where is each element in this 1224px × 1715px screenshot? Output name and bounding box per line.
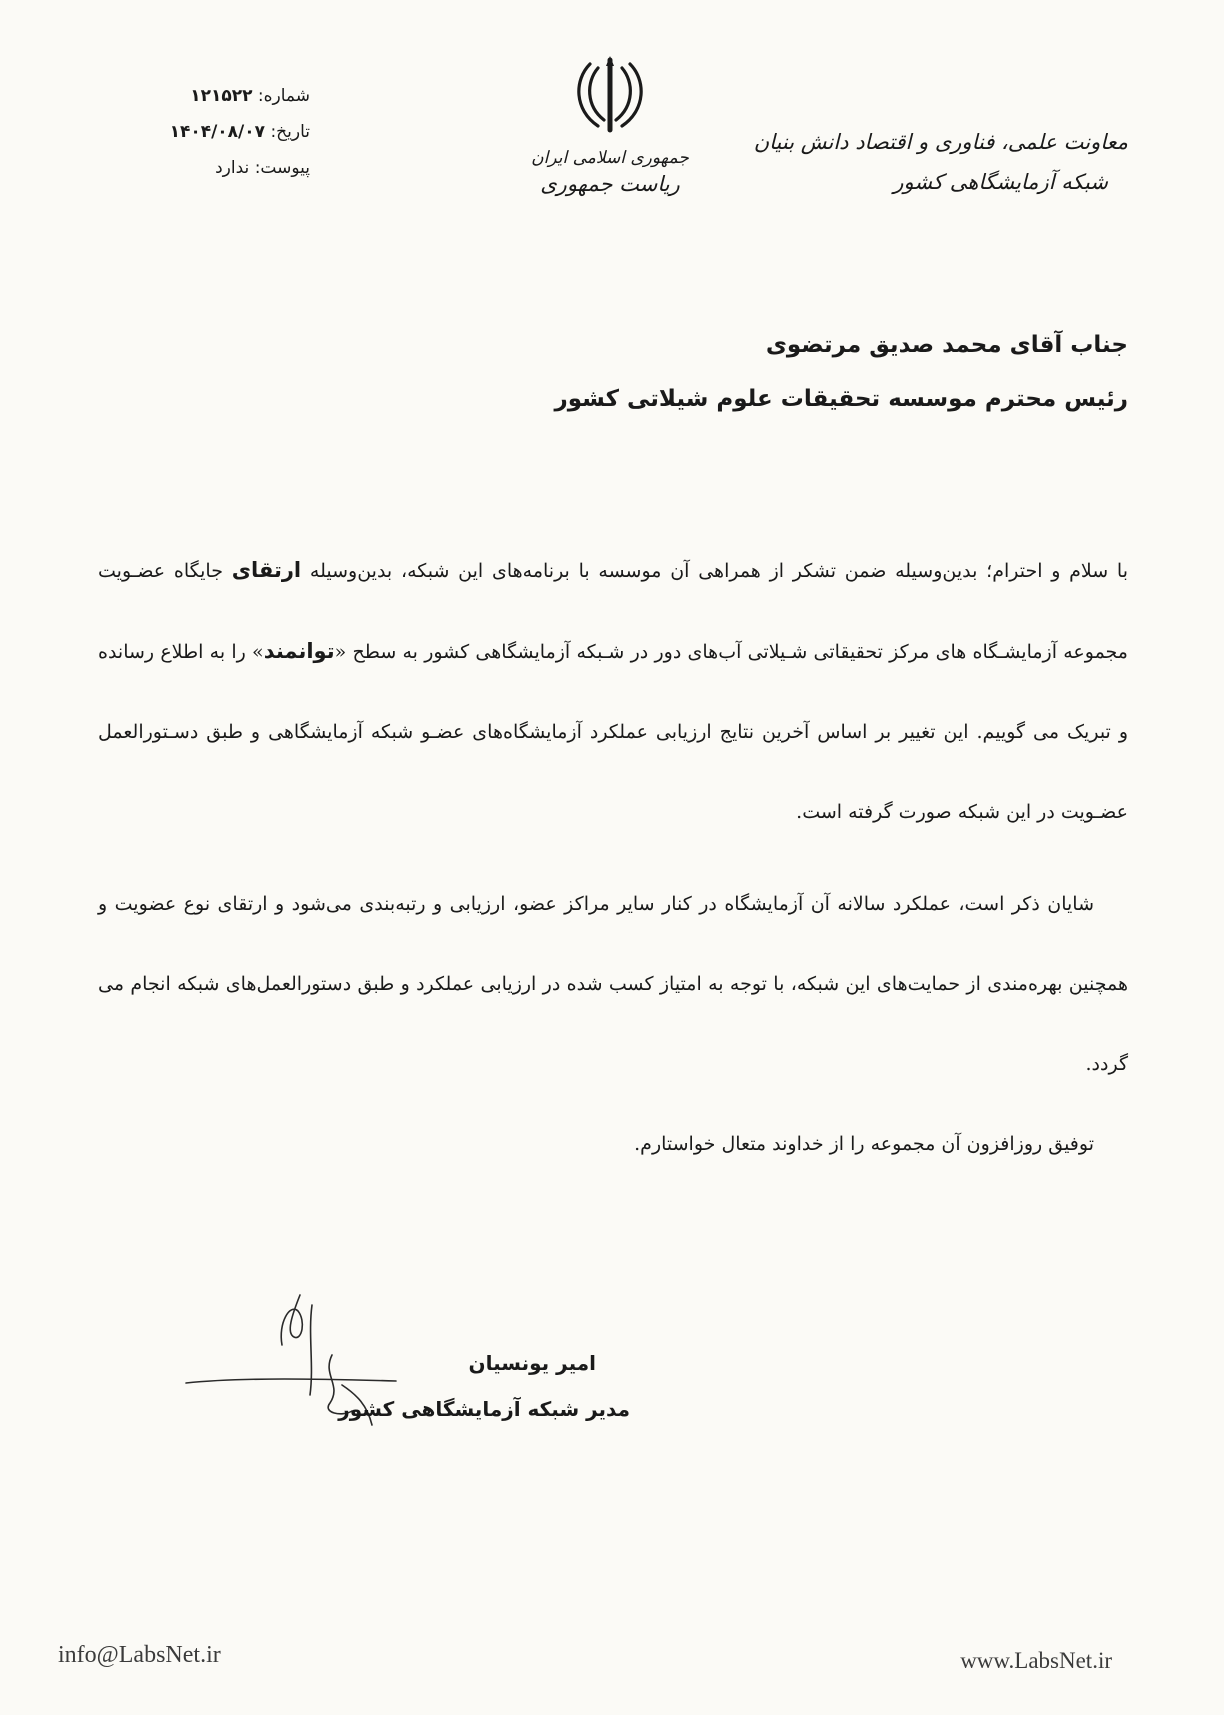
body-paragraph-1 (98, 530, 1128, 852)
letter-date-row (100, 114, 310, 150)
letter-date-value: ۱۴۰۴/۰۸/۰۷ (169, 122, 266, 142)
emblem-caption-presidency: ریاست جمهوری (540, 172, 680, 196)
body-p1-bold-level: توانمند (263, 639, 335, 663)
letter-number-value: ۱۲۱۵۲۲ (190, 86, 253, 106)
addressee-title: رئیس محترم موسسه تحقیقات علوم شیلاتی کشور (554, 386, 1128, 412)
body-p1-part-c: » را به اطلاع رسانده و تبریک می گوییم. این تغییر بر اساس آخرین نتایج ارزیابی عملکرد آزمایشگاه‌های عضـو شبکه آزمایشگاهی و طبق دسـتورالعمل عضـویت در این شبکه صورت گرفته است. (98, 641, 1128, 823)
organization-name: معاونت علمی، فناوری و اقتصاد دانش بنیان (753, 130, 1128, 154)
letter-body (98, 530, 1128, 1184)
body-p1-bold-upgrade: ارتقای (231, 558, 302, 582)
iran-emblem-icon (568, 52, 652, 136)
letter-attachment-row (100, 150, 310, 186)
letter-attachment-value: ندارد (215, 158, 250, 178)
body-p1-part-b: جایگاه عضـویت مجموعه آزمایشـگاه های مرکز تحقیقاتی شـیلاتی آب‌های دور در شـبکه آزمایشگاهی کشور به سطح « (98, 560, 1128, 663)
signature-block (290, 1340, 630, 1432)
body-p1-part-a: با سلام و احترام؛ بدین‌وسیله ضمن تشکر از همراهی آن موسسه با برنامه‌های این شبکه، بدین‌وسیله (309, 560, 1128, 582)
emblem-caption-country: جمهوری اسلامی ایران (531, 148, 689, 168)
signatory-name: امیر یونسیان (468, 1351, 596, 1375)
letter-date-label: تاریخ: (270, 122, 310, 142)
letter-meta (100, 78, 310, 186)
footer-email: info@LabsNet.ir (58, 1642, 221, 1668)
addressee-block (428, 318, 1128, 426)
letter-attachment-label: پیوست: (254, 158, 310, 178)
signatory-title: مدیر شبکه آزمایشگاهی کشور (338, 1397, 630, 1421)
network-name: شبکه آزمایشگاهی کشور (893, 170, 1108, 194)
letter-number-label: شماره: (257, 86, 310, 106)
body-paragraph-3: توفیق روزافزون آن مجموعه را از خداوند متعال خواستارم. (634, 1133, 1094, 1155)
letter-number-row (100, 78, 310, 114)
organization-header (753, 122, 1128, 202)
body-paragraph-2: شایان ذکر است، عملکرد سالانه آن آزمایشگاه در کنار سایر مراکز عضو، ارزیابی و رتبه‌بندی می‌شود و ارتقای نوع عضویت و همچنین بهره‌مندی از حمایت‌های این شبکه، با توجه به امتیاز کسب شده در ارزیابی عملکرد و طبق دستورالعمل‌های شبکه انجام می گردد. (98, 893, 1128, 1075)
footer-website: www.LabsNet.ir (960, 1648, 1112, 1673)
emblem-block (510, 52, 710, 196)
addressee-name: جناب آقای محمد صدیق مرتضوی (765, 332, 1128, 358)
